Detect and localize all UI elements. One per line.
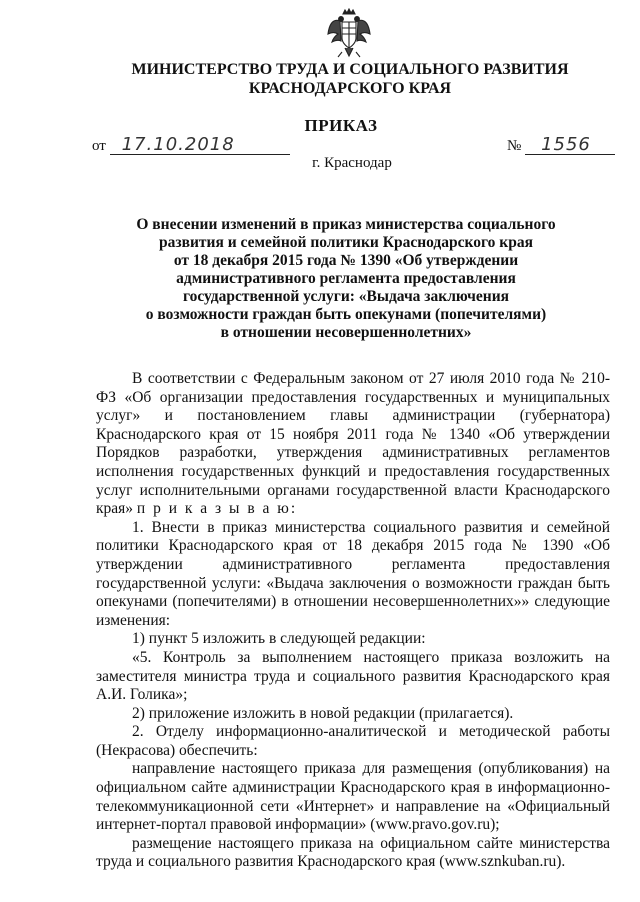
decree-word: п р и к а з ы в а ю: — [136, 500, 298, 518]
paragraph-subitem-2: 2) приложение изложить в новой редакции (прилагается). — [132, 704, 514, 722]
subject-line: о возможности граждан быть опекунами (попечителями) — [145, 306, 547, 323]
date-prefix: от — [92, 138, 106, 154]
date-line — [110, 134, 290, 155]
number-prefix: № — [507, 138, 522, 154]
order-body — [96, 370, 610, 872]
paragraph-subitem-1: 1) пункт 5 изложить в следующей редакции: — [132, 630, 426, 648]
order-title: ПРИКАЗ — [304, 116, 378, 135]
subject-line: развития и семейной политики Краснодарского края — [159, 234, 533, 251]
subject-line: от 18 декабря 2015 года № 1390 «Об утверждении — [173, 252, 519, 269]
city: г. Краснодар — [312, 155, 392, 171]
order-number — [507, 134, 615, 155]
subject-line: административного регламента предоставления — [176, 270, 516, 287]
ministry-header-line1: МИНИСТЕРСТВО ТРУДА И СОЦИАЛЬНОГО РАЗВИТИЯ — [131, 61, 569, 78]
handwritten-date: 17.10.2018 — [121, 134, 235, 155]
ministry-header-line2: КРАСНОДАРСКОГО КРАЯ — [248, 80, 452, 97]
handwritten-number: 1556 — [541, 134, 591, 155]
preamble-text: В соответствии с Федеральным законом от 27 июля 2010 года № 210-ФЗ «Об организации предоставления государственных и муниципальных услуг» и постановлением главы администрации (губернатора) Краснодарского края от 15 ноября 2011 года № 1340 «Об утверждении Порядков разработки, утверждения административных регламентов исполнения государственных функций и предоставления государственных услуг исполнительными органами государственной власти Краснодарского края» — [96, 370, 610, 518]
subject-line: государственной услуги: «Выдача заключения — [182, 288, 510, 305]
coat-of-arms-icon — [326, 8, 372, 58]
paragraph-publication: направление настоящего приказа для размещения (опубликования) на официальном сайте администрации Краснодарского края в информационно-телекоммуникационной сети «Интернет» и направление на «Официальный интернет-портал правовой информации» (www.pravo.gov.ru); — [96, 760, 610, 834]
paragraph-preamble — [96, 370, 610, 519]
paragraph-quote: «5. Контроль за выполнением настоящего приказа возложить на заместителя министра труда и социального развития Краснодарского края А.И. Голика»; — [96, 648, 610, 704]
order-subject — [96, 216, 596, 342]
order-date — [92, 134, 290, 155]
subject-line: О внесении изменений в приказ министерства социального — [136, 216, 556, 233]
paragraph-item-2: 2. Отделу информационно-аналитической и методической работы (Некрасова) обеспечить: — [96, 723, 610, 759]
subject-line: в отношении несовершеннолетних» — [220, 324, 472, 341]
paragraph-website: размещение настоящего приказа на официальном сайте министерства труда и социального развития Краснодарского края (www.sznkuban.ru). — [96, 834, 610, 871]
paragraph-item-1: 1. Внести в приказ министерства социального развития и семейной политики Краснодарского края от 18 декабря 2015 года № 1390 «Об утверждении административного регламента предоставления государственной услуги: «Выдача заключения о возможности граждан быть опекунами (попечителями) в отношении несовершеннолетних»» следующие изменения: — [96, 518, 610, 629]
number-line — [525, 134, 615, 155]
ministry-header — [0, 60, 640, 98]
